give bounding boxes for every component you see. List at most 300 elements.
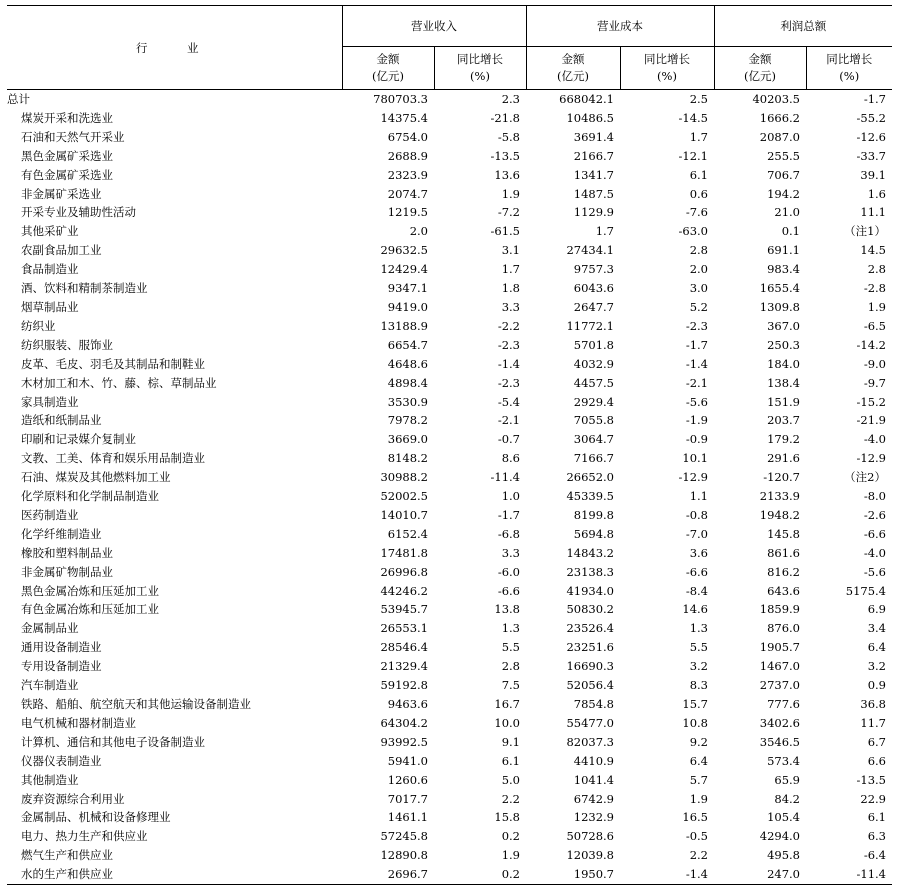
industry-name: 有色金属冶炼和压延加工业 [21,602,159,617]
revenue-amount-cell: 6754.0 [387,129,428,144]
revenue-amount-cell: 2696.7 [342,865,434,884]
cost-growth-cell: 1.7 [689,129,708,144]
table-row [7,600,892,619]
profit-growth-cell: 5175.4 [845,583,886,598]
profit-amount-cell: 145.8 [767,526,800,541]
industry-name: 金属制品业 [21,621,79,636]
cost-amount-cell: 14843.2 [566,545,614,560]
industry-name: 印刷和记录媒介复制业 [21,432,136,447]
profit-growth-cell: -2.6 [863,507,886,522]
industry-name: 医药制造业 [21,507,79,522]
cost-amount-cell: 23138.3 [566,564,614,579]
revenue-growth-cell: -2.2 [497,318,520,333]
cost-amount-cell: 23526.4 [566,621,614,636]
industry-name: 电力、热力生产和供应业 [21,829,148,844]
cost-growth-cell: 0.6 [689,186,708,201]
revenue-amount-cell: 6654.7 [387,337,428,352]
profit-amount-cell: 184.0 [767,356,800,371]
profit-amount-cell: 1859.9 [759,602,800,617]
revenue-amount-cell: 9419.0 [387,299,428,314]
profit-growth-cell: 2.8 [867,262,886,277]
revenue-amount-header: 金额 (亿元) [342,47,434,90]
cost-amount-cell: 50728.6 [566,829,614,844]
table-row [7,222,892,241]
profit-amount-cell: 495.8 [767,848,800,863]
profit-amount-cell: 861.6 [767,545,800,560]
revenue-growth-cell: 1.9 [501,848,520,863]
profit-amount-cell: 255.5 [767,148,800,163]
profit-amount-cell: 1905.7 [759,640,800,655]
industry-name: 化学原料和化学制品制造业 [21,489,159,504]
cost-growth-cell: -2.1 [685,375,708,390]
profit-amount-cell: 1655.4 [759,281,800,296]
table-row [7,430,892,449]
revenue-amount-cell: 4898.4 [387,375,428,390]
profit-growth-cell: 36.8 [860,697,886,711]
profit-growth-cell: -15.2 [856,394,886,409]
industry-name: 仪器仪表制造业 [21,753,102,768]
profit-growth-cell: 6.1 [867,810,886,825]
industry-name: 烟草制品业 [21,299,79,314]
revenue-amount-cell: 5941.0 [387,753,428,768]
industry-name: 纺织业 [21,318,56,333]
revenue-amount-cell: 57245.8 [380,829,428,844]
cost-growth-cell: 1.9 [689,791,708,806]
cost-growth-cell: 15.7 [682,697,708,711]
profit-growth-cell: （注1） [844,224,886,239]
cost-amount-cell: 27434.1 [566,243,614,258]
revenue-amount-cell: 26553.1 [380,621,428,636]
profit-growth-cell: -5.6 [863,564,886,579]
profit-growth-header: 同比增长 (%) [806,47,892,90]
table-row [7,374,892,393]
profit-growth-cell: 6.9 [867,602,886,617]
profit-growth-cell: 6.3 [867,829,886,844]
cost-growth-cell: -0.5 [685,829,708,844]
profit-amount-header: 金额 (亿元) [714,47,806,90]
profit-amount-cell: 1948.2 [759,507,800,522]
table-row [7,203,892,222]
revenue-growth-cell: 13.8 [494,602,520,617]
profit-amount-cell: 4294.0 [759,829,800,844]
industry-name: 电气机械和器材制造业 [21,715,136,730]
revenue-growth-cell: 3.3 [501,299,520,314]
cost-growth-cell: 2.2 [689,848,708,863]
industry-name: 金属制品、机械和设备修理业 [21,810,171,825]
profit-growth-cell: 3.2 [867,659,886,674]
profit-amount-cell: 2087.0 [759,129,800,144]
revenue-growth-cell: -1.7 [497,507,520,522]
table-row [7,846,892,865]
profit-amount-cell: -120.7 [763,470,800,485]
revenue-amount-cell: 7017.7 [387,791,428,806]
profit-growth-cell: -4.0 [863,545,886,560]
revenue-growth-cell: 1.8 [501,281,520,296]
revenue-growth-cell: -13.5 [490,148,520,163]
cost-amount-cell: 2929.4 [573,394,614,409]
table-row [7,638,892,657]
table-body [7,90,892,885]
profit-growth-cell: -9.0 [863,356,886,371]
profit-growth-cell: -6.4 [863,848,886,863]
industry-name: 酒、饮料和精制茶制造业 [21,281,148,296]
profit-amount-cell: 40203.5 [752,92,800,106]
industry-name: 计算机、通信和其他电子设备制造业 [21,734,205,749]
revenue-amount-cell: 9463.6 [387,697,428,711]
cost-growth-cell: 3.2 [689,659,708,674]
profit-growth-cell: 1.9 [867,299,886,314]
industry-name: 木材加工和木、竹、藤、棕、草制品业 [21,375,217,390]
industry-name: 化学纤维制造业 [21,526,102,541]
industry-name: 废弃资源综合利用业 [21,791,125,806]
cost-growth-cell: -12.9 [678,470,708,485]
revenue-growth-cell: -6.6 [497,583,520,598]
cost-growth-cell: 1.3 [689,621,708,636]
table-row [7,241,892,260]
revenue-growth-cell: 0.2 [434,865,526,884]
cost-amount-cell: 7055.8 [573,413,614,428]
cost-growth-cell: 2.0 [689,262,708,277]
industry-name: 家具制造业 [21,394,79,409]
revenue-amount-cell: 12429.4 [380,262,428,277]
profit-amount-cell: 0.1 [781,224,800,239]
revenue-growth-cell: 2.3 [501,92,520,106]
revenue-amount-cell: 2.0 [409,224,428,239]
revenue-growth-cell: -11.4 [490,470,520,485]
table-row [7,355,892,374]
table-row [7,563,892,582]
table-row [7,525,892,544]
revenue-amount-cell: 2074.7 [387,186,428,201]
industry-name: 农副食品加工业 [21,243,102,258]
cost-growth-cell: -12.1 [678,148,708,163]
cost-growth-cell: -14.5 [678,110,708,125]
profit-amount-cell: 2737.0 [759,678,800,693]
revenue-amount-cell: 3530.9 [387,394,428,409]
industry-name: 总计 [7,92,30,106]
revenue-growth-cell: -61.5 [490,224,520,239]
cost-growth-cell: 10.1 [682,451,708,466]
cost-growth-cell: 3.6 [689,545,708,560]
profit-growth-cell: 11.1 [860,205,886,220]
profit-growth-cell: -21.9 [856,413,886,428]
cost-growth-cell: -8.4 [685,583,708,598]
revenue-growth-cell: -6.8 [497,526,520,541]
revenue-amount-cell: 12890.8 [380,848,428,863]
industry-name: 铁路、船舶、航空航天和其他运输设备制造业 [21,697,251,711]
revenue-amount-cell: 14375.4 [380,110,428,125]
cost-growth-cell: -2.3 [685,318,708,333]
cost-amount-cell: 8199.8 [573,507,614,522]
revenue-amount-cell: 8148.2 [387,451,428,466]
cost-header: 营业成本 [526,6,714,47]
revenue-growth-cell: 0.2 [501,829,520,844]
table-row [7,487,892,506]
cost-amount-cell: 10486.5 [566,110,614,125]
revenue-growth-header: 同比增长 (%) [434,47,526,90]
table-row [7,676,892,695]
cost-amount-cell: 7854.8 [573,697,614,711]
revenue-growth-cell: 3.1 [501,243,520,258]
cost-growth-cell: -1.4 [620,865,714,884]
cost-growth-cell: 8.3 [689,678,708,693]
revenue-growth-cell: 8.6 [501,451,520,466]
industry-name: 文教、工美、体育和娱乐用品制造业 [21,451,205,466]
industry-name: 纺织服装、服饰业 [21,337,113,352]
revenue-growth-cell: 3.3 [501,545,520,560]
profit-growth-cell: 0.9 [867,678,886,693]
cost-amount-header: 金额 (亿元) [526,47,620,90]
cost-amount-cell: 16690.3 [566,659,614,674]
revenue-growth-cell: -2.3 [497,375,520,390]
cost-amount-cell: 55477.0 [566,715,614,730]
cost-amount-cell: 45339.5 [566,489,614,504]
profit-amount-cell: 291.6 [767,451,800,466]
table-row [7,808,892,827]
revenue-amount-cell: 4648.6 [387,356,428,371]
industry-name: 通用设备制造业 [21,640,102,655]
cost-growth-cell: -1.9 [685,413,708,428]
cost-amount-cell: 23251.6 [566,640,614,655]
profit-growth-cell: -13.5 [856,772,886,787]
cost-growth-cell: -6.6 [685,564,708,579]
revenue-growth-cell: -2.1 [497,413,520,428]
revenue-growth-cell: 2.8 [501,659,520,674]
table-row [7,336,892,355]
profit-amount-cell: 250.3 [767,337,800,352]
cost-amount-cell: 12039.8 [566,848,614,863]
industry-name: 石油和天然气开采业 [21,129,125,144]
revenue-amount-cell: 1260.6 [387,772,428,787]
profit-amount-cell: 1309.8 [759,299,800,314]
profit-amount-cell: 1467.0 [759,659,800,674]
cost-amount-cell: 26652.0 [566,470,614,485]
revenue-amount-cell: 21329.4 [380,659,428,674]
table-header [7,6,892,90]
cost-amount-cell: 9757.3 [573,262,614,277]
profit-amount-cell: 706.7 [767,167,800,182]
profit-growth-cell: -6.6 [863,526,886,541]
profit-growth-cell: -12.6 [856,129,886,144]
revenue-amount-cell: 1219.5 [387,205,428,220]
profit-growth-cell: 6.6 [867,753,886,768]
revenue-amount-cell: 3669.0 [387,432,428,447]
industry-name: 造纸和纸制品业 [21,413,102,428]
revenue-growth-cell: 5.0 [501,772,520,787]
cost-amount-cell: 3064.7 [573,432,614,447]
profit-amount-cell: 105.4 [767,810,800,825]
cost-amount-cell: 1232.9 [573,810,614,825]
profit-amount-cell: 203.7 [767,413,800,428]
cost-growth-cell: 16.5 [682,810,708,825]
profit-amount-cell: 21.0 [774,205,800,220]
profit-amount-cell: 151.9 [767,394,800,409]
cost-growth-cell: 2.8 [689,243,708,258]
cost-growth-cell: 14.6 [682,602,708,617]
cost-amount-cell: 11772.1 [566,318,614,333]
cost-growth-cell: 6.4 [689,753,708,768]
profit-amount-cell: 983.4 [767,262,800,277]
profit-growth-cell: 11.7 [860,715,886,730]
revenue-amount-cell: 7978.2 [387,413,428,428]
industry-name: 黑色金属冶炼和压延加工业 [21,583,159,598]
profit-amount-cell: 84.2 [774,791,800,806]
profit-amount-cell: 194.2 [767,186,800,201]
table-row [7,619,892,638]
profit-growth-cell: -6.5 [863,318,886,333]
table-row [7,109,892,128]
cost-amount-cell: 1129.9 [573,205,614,220]
profit-growth-cell: -8.0 [863,489,886,504]
profit-growth-cell: -12.9 [856,451,886,466]
cost-growth-cell: 10.8 [682,715,708,730]
table-row [7,449,892,468]
revenue-growth-cell: 5.5 [501,640,520,655]
table-row [7,733,892,752]
cost-amount-cell: 41934.0 [566,583,614,598]
profit-amount-cell: 65.9 [774,772,800,787]
profit-amount-cell: 3402.6 [759,715,800,730]
table-row [7,166,892,185]
table-row [7,827,892,846]
revenue-amount-cell: 6152.4 [387,526,428,541]
cost-amount-cell: 1041.4 [573,772,614,787]
industry-name: 专用设备制造业 [21,659,102,674]
cost-amount-cell: 1.7 [595,224,614,239]
table-row [7,317,892,336]
revenue-growth-cell: -5.8 [497,129,520,144]
cost-amount-cell: 2647.7 [573,299,614,314]
revenue-growth-cell: 1.0 [501,489,520,504]
revenue-amount-cell: 59192.8 [380,678,428,693]
revenue-growth-cell: 1.7 [501,262,520,277]
industry-name: 开采专业及辅助性活动 [21,205,136,220]
revenue-amount-cell: 29632.5 [380,243,428,258]
profit-amount-cell: 691.1 [767,243,800,258]
revenue-amount-cell: 17481.8 [380,545,428,560]
industry-name: 其他制造业 [21,772,79,787]
industry-name: 有色金属矿采选业 [21,167,113,182]
profit-amount-cell: 2133.9 [759,489,800,504]
profit-amount-cell: 138.4 [767,375,800,390]
profit-growth-cell: 22.9 [860,791,886,806]
profit-amount-cell: 1666.2 [759,110,800,125]
table-row [7,468,892,487]
cost-growth-cell: 1.1 [689,489,708,504]
industry-header: 行 业 [7,6,342,90]
table-row [7,185,892,204]
revenue-amount-cell: 780703.3 [373,92,428,106]
revenue-amount-cell: 14010.7 [380,507,428,522]
industry-name: 燃气生产和供应业 [21,848,113,863]
table-row [7,147,892,166]
cost-amount-cell: 5694.8 [573,526,614,541]
industry-name: 石油、煤炭及其他燃料加工业 [21,470,171,485]
cost-growth-cell: -63.0 [678,224,708,239]
revenue-amount-cell: 9347.1 [387,281,428,296]
revenue-growth-cell: 9.1 [501,734,520,749]
cost-growth-cell: 2.5 [689,92,708,106]
profit-growth-cell: 6.4 [867,640,886,655]
profit-growth-cell: 3.4 [867,621,886,636]
cost-amount-cell: 5701.8 [573,337,614,352]
industry-name: 其他采矿业 [21,224,79,239]
revenue-growth-cell: 7.5 [501,678,520,693]
cost-growth-cell: 5.2 [689,299,708,314]
revenue-growth-cell: 15.8 [494,810,520,825]
cost-growth-cell: -7.6 [685,205,708,220]
profit-amount-cell: 573.4 [767,753,800,768]
revenue-amount-cell: 28546.4 [380,640,428,655]
profit-growth-cell: 6.7 [867,734,886,749]
profit-growth-cell: -1.7 [863,92,886,106]
table-row [7,714,892,733]
revenue-amount-cell: 52002.5 [380,489,428,504]
revenue-growth-cell: -1.4 [497,356,520,371]
industry-name: 食品制造业 [21,262,79,277]
profit-growth-cell: -33.7 [856,148,886,163]
cost-amount-cell: 4032.9 [573,356,614,371]
revenue-amount-cell: 53945.7 [380,602,428,617]
cost-amount-cell: 52056.4 [566,678,614,693]
industry-name: 黑色金属矿采选业 [21,148,113,163]
cost-amount-cell: 50830.2 [566,602,614,617]
profit-growth-cell: -9.7 [863,375,886,390]
table-row [7,771,892,790]
cost-amount-cell: 82037.3 [566,734,614,749]
revenue-growth-cell: -0.7 [497,432,520,447]
cost-amount-cell: 4457.5 [573,375,614,390]
cost-amount-cell: 1950.7 [526,865,620,884]
cost-amount-cell: 1341.7 [573,167,614,182]
profit-growth-cell: -14.2 [856,337,886,352]
cost-amount-cell: 4410.9 [573,753,614,768]
table-row [7,279,892,298]
table-row [7,752,892,771]
cost-growth-cell: 9.2 [689,734,708,749]
cost-growth-cell: 6.1 [689,167,708,182]
revenue-amount-cell: 26996.8 [380,564,428,579]
cost-growth-cell: -0.8 [685,507,708,522]
profit-amount-cell: 816.2 [767,564,800,579]
cost-amount-cell: 668042.1 [559,92,614,106]
table-row [7,582,892,601]
cost-amount-cell: 3691.4 [573,129,614,144]
industry-finance-table [7,5,892,885]
profit-amount-cell: 367.0 [767,318,800,333]
table-row [7,695,892,714]
table-row [7,298,892,317]
revenue-amount-cell: 2688.9 [387,148,428,163]
industry-name: 汽车制造业 [21,678,79,693]
table-row [7,790,892,809]
cost-amount-cell: 6043.6 [573,281,614,296]
cost-growth-cell: 5.5 [689,640,708,655]
profit-amount-cell: 876.0 [767,621,800,636]
revenue-amount-cell: 30988.2 [380,470,428,485]
revenue-header: 营业收入 [342,6,526,47]
industry-name: 皮革、毛皮、羽毛及其制品和制鞋业 [21,356,205,371]
cost-growth-cell: 3.0 [689,281,708,296]
profit-amount-cell: 643.6 [767,583,800,598]
industry-name: 煤炭开采和洗选业 [21,110,113,125]
profit-growth-cell: 1.6 [867,186,886,201]
profit-amount-cell: 777.6 [767,697,800,711]
industry-name: 非金属矿物制品业 [21,564,113,579]
cost-growth-cell: -0.9 [685,432,708,447]
revenue-growth-cell: 6.1 [501,753,520,768]
table-row [7,657,892,676]
